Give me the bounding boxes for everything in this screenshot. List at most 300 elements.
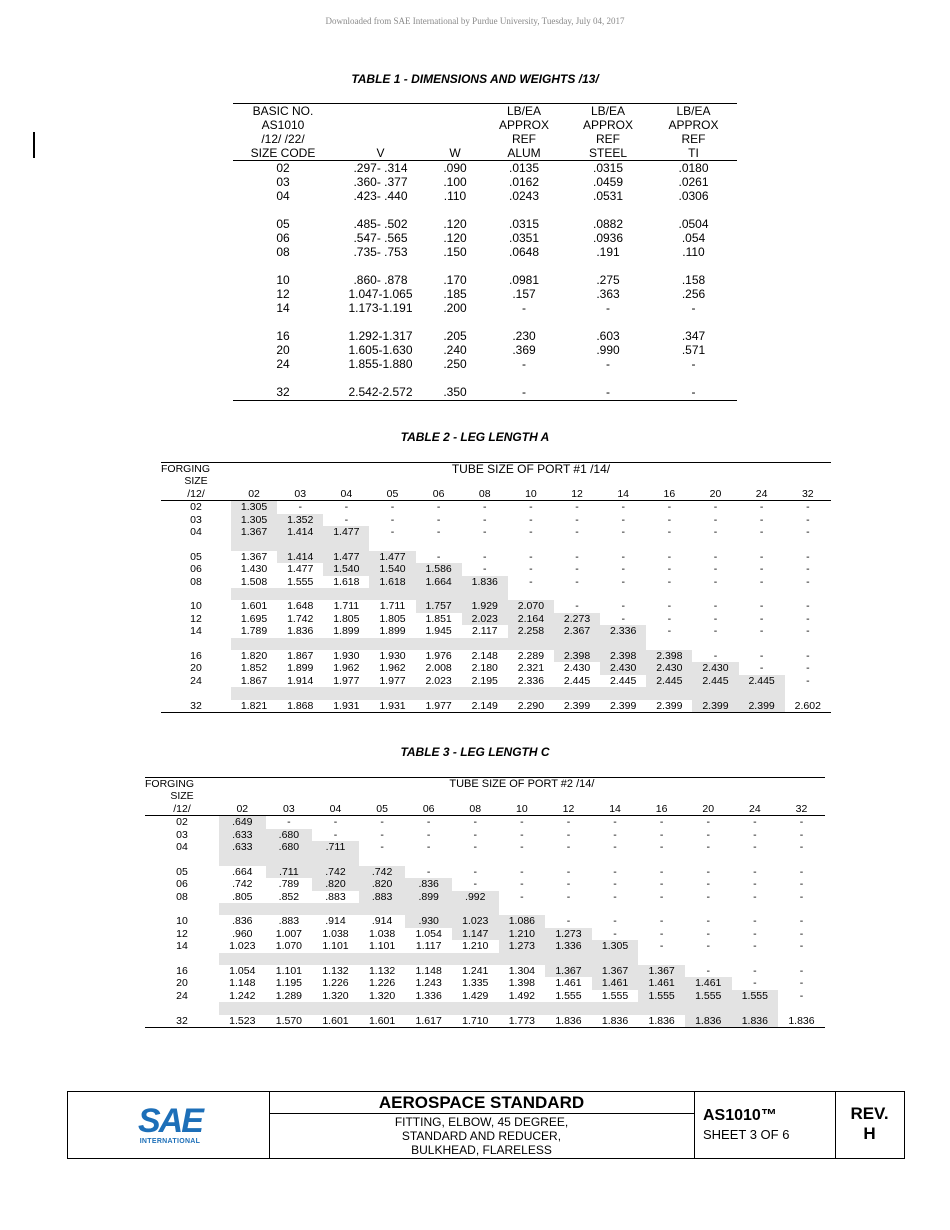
spacer-cell	[462, 588, 508, 600]
spacer-cell	[428, 315, 482, 329]
table-cell: -	[806, 550, 810, 563]
table-cell: 1.931	[369, 700, 415, 713]
table-row	[233, 329, 737, 343]
spacer-row	[145, 953, 825, 965]
spacer-cell	[638, 1002, 685, 1014]
spacer-cell	[323, 687, 369, 699]
spacer-cell	[554, 638, 600, 650]
spacer-cell	[369, 588, 415, 600]
spacer-row	[145, 903, 825, 915]
spacer-cell	[692, 638, 738, 650]
table-cell: -	[759, 662, 764, 675]
revision-margin-bar	[33, 132, 35, 158]
table-cell: .369	[512, 343, 536, 357]
table-cell: .805	[232, 890, 253, 903]
table-cell: 1.336	[415, 989, 442, 1002]
table-cell: 1.977	[416, 700, 462, 713]
table-cell: 1.570	[266, 1015, 313, 1028]
table-cell: -	[667, 612, 672, 625]
table-cell: -	[436, 501, 441, 514]
logo-cell	[68, 1092, 270, 1158]
table-cell: -	[483, 526, 487, 539]
table-cell: 2.445	[692, 675, 738, 687]
table2-header-row	[161, 475, 831, 487]
table-cell: .110	[682, 245, 705, 259]
table-cell: -	[613, 915, 617, 928]
table-cell: -	[483, 563, 487, 576]
tube-size-title: TUBE SIZE OF PORT #2 /14/	[449, 778, 595, 790]
table-cell: .170	[443, 273, 467, 287]
table-cell: -	[759, 550, 764, 563]
spacer-cell	[508, 538, 554, 550]
table-cell: 1.821	[231, 700, 277, 713]
spacer-cell	[499, 853, 546, 865]
spacer-cell	[545, 903, 592, 915]
table2	[161, 463, 831, 713]
table-cell: 1.101	[275, 965, 303, 978]
table2-header-row	[161, 463, 831, 475]
table-cell: -	[706, 890, 710, 903]
table-cell: -	[806, 575, 810, 588]
spacer-cell	[692, 588, 738, 600]
description-line: BULKHEAD, FLARELESS	[411, 1143, 552, 1157]
spacer-cell	[554, 588, 600, 600]
table-cell: .571	[681, 343, 706, 357]
table-cell: .742	[312, 866, 359, 878]
column-header: 02	[219, 803, 266, 816]
table-cell: 1.147	[452, 928, 499, 940]
sae-logo-text: SAE	[138, 1102, 202, 1140]
column-header: 04	[323, 488, 369, 501]
table-cell: 1.292-1.317	[348, 329, 413, 343]
table-cell: 1.226	[322, 977, 349, 990]
table-cell: 1.336	[545, 940, 592, 952]
table-cell: -	[529, 575, 533, 588]
table-cell: .0882	[592, 217, 624, 231]
row-header: 03	[190, 513, 202, 526]
table-cell: 2.542-2.572	[333, 385, 428, 401]
table-cell: 1.555	[685, 990, 732, 1002]
table-cell: -	[799, 816, 804, 829]
table-cell: 2.398	[600, 650, 646, 662]
table1-spacer-row	[233, 371, 737, 385]
spacer-cell	[405, 953, 452, 965]
table-cell: .820	[359, 878, 406, 890]
row-header: 24	[190, 674, 202, 687]
table-cell: -	[759, 501, 764, 514]
table-cell: -	[529, 563, 533, 576]
table-cell: 2.399	[600, 700, 646, 713]
table-cell: -	[659, 890, 664, 903]
table-cell: .992	[452, 891, 499, 903]
table-cell: 1.461	[555, 977, 582, 990]
row-header: 16	[190, 650, 202, 663]
table-cell: 1.492	[508, 989, 535, 1002]
spacer-row	[145, 1002, 825, 1014]
table-row	[233, 385, 737, 401]
spacer-cell	[231, 538, 277, 550]
column-header: 24	[732, 803, 779, 816]
row-header: 08	[190, 575, 202, 588]
table-cell: 2.148	[471, 650, 498, 663]
row-header: 24	[176, 989, 188, 1002]
spacer-cell	[739, 687, 785, 699]
table-cell: .960	[232, 927, 253, 940]
tube-size-title: TUBE SIZE OF PORT #1 /14/	[451, 462, 611, 476]
table-row	[233, 231, 737, 245]
column-header: 24	[739, 488, 785, 501]
table-cell: -	[753, 828, 757, 841]
table-cell: -	[473, 828, 478, 841]
row-header: 05	[190, 550, 202, 563]
table-cell: -	[667, 575, 672, 588]
table-cell: -	[426, 865, 431, 878]
table-cell: -	[380, 816, 384, 829]
table-cell: 20	[276, 343, 290, 357]
table-cell: -	[522, 301, 526, 315]
table-cell: -	[799, 989, 804, 1002]
table-cell: -	[575, 501, 579, 514]
table-cell: -	[659, 878, 664, 891]
table1-spacer-row	[233, 315, 737, 329]
column-header: 08	[462, 488, 508, 501]
table1	[233, 104, 737, 401]
table-cell: 1.962	[379, 662, 406, 675]
column-header: 20	[685, 803, 732, 816]
table-cell: .680	[266, 841, 313, 853]
spacer-cell	[592, 1002, 639, 1014]
table-cell: -	[566, 890, 571, 903]
table-cell: -	[390, 501, 395, 514]
table-row	[145, 928, 825, 940]
spacer-cell	[739, 638, 785, 650]
table-cell: -	[473, 816, 478, 829]
table-cell: 10	[276, 273, 290, 287]
table-cell: 1.173-1.191	[348, 301, 413, 315]
spacer-row	[161, 687, 831, 699]
table-cell: 1.805	[333, 612, 360, 625]
spacer-cell	[778, 953, 825, 965]
spacer-cell	[161, 687, 231, 699]
spacer-cell	[462, 687, 508, 699]
title-block	[67, 1091, 905, 1159]
table-row	[161, 501, 831, 514]
table-cell: -	[621, 600, 625, 613]
table-cell: -	[613, 816, 617, 829]
table-cell: 1.540	[369, 563, 415, 575]
spacer-cell	[650, 315, 737, 329]
table-cell: 1.054	[229, 965, 256, 978]
spacer-cell	[685, 853, 732, 865]
table-cell: -	[753, 865, 757, 878]
row-header: 12	[176, 927, 188, 940]
table-cell: -	[575, 526, 579, 539]
row-header: 04	[190, 526, 202, 539]
table-cell: -	[566, 878, 571, 891]
spacer-cell	[161, 538, 231, 550]
table-cell: -	[667, 563, 672, 576]
table-cell: -	[390, 513, 395, 526]
spacer-cell	[508, 588, 554, 600]
row-header: 20	[190, 662, 202, 675]
table-cell: -	[706, 841, 710, 854]
spacer-cell	[359, 903, 406, 915]
spacer-cell	[233, 371, 333, 385]
spacer-cell	[369, 538, 415, 550]
column-header: 08	[452, 803, 499, 816]
table-cell: -	[520, 828, 524, 841]
forging-size-header: SIZE	[184, 475, 208, 488]
table-cell: -	[483, 501, 487, 514]
spacer-cell	[405, 1002, 452, 1014]
table1-header-cell: AS1010	[261, 118, 305, 132]
table-cell: -	[529, 501, 533, 514]
table1-header-cell: BASIC NO.	[252, 104, 314, 118]
table-cell: -	[753, 841, 757, 854]
table-cell: -	[520, 865, 524, 878]
table1-header-cell	[428, 104, 482, 118]
table-cell: 1.836	[685, 1015, 732, 1028]
spacer-cell	[219, 790, 825, 802]
column-header: 04	[312, 803, 359, 816]
table-cell: .836	[405, 878, 452, 890]
table-cell: 2.273	[554, 613, 600, 625]
part-description	[269, 1114, 694, 1157]
spacer-cell	[312, 953, 359, 965]
spacer-cell	[266, 1002, 313, 1014]
row-header: 12	[190, 612, 202, 625]
table-cell: 2.023	[425, 674, 452, 687]
table-cell: 1.789	[240, 625, 268, 638]
row-header: 06	[176, 878, 188, 891]
table-cell: -	[613, 927, 617, 940]
table1-header-cell: SIZE CODE	[233, 146, 333, 161]
table-cell: -	[566, 828, 571, 841]
table-cell: -	[759, 625, 764, 638]
table1-header-cell: LB/EA	[506, 104, 542, 118]
spacer-cell	[499, 953, 546, 965]
spacer-cell	[778, 853, 825, 865]
spacer-cell	[416, 687, 462, 699]
table-cell: 1.429	[462, 989, 489, 1002]
table-cell: 1.477	[323, 526, 369, 538]
table-cell: 1.695	[240, 612, 268, 625]
table-cell: .185	[443, 287, 467, 301]
table3	[145, 778, 825, 1028]
spacer-cell	[785, 638, 831, 650]
table-cell: 08	[276, 245, 290, 259]
table-cell: -	[520, 878, 524, 891]
table-cell: 1.805	[379, 612, 406, 625]
table1-header-cell	[428, 118, 482, 132]
spacer-cell	[452, 1002, 499, 1014]
table-cell: 1.648	[287, 600, 314, 613]
table-cell: .820	[312, 878, 359, 890]
table-cell: -	[287, 816, 291, 829]
spacer-cell	[416, 588, 462, 600]
table-cell: 1.899	[379, 625, 406, 638]
spacer-cell	[600, 588, 646, 600]
table-cell: 1.555	[601, 989, 629, 1002]
table-cell: .680	[266, 829, 313, 841]
table1-header-row	[233, 104, 737, 118]
table-cell: .0135	[508, 161, 540, 175]
table-cell: -	[667, 501, 672, 514]
table-cell: 06	[276, 231, 290, 245]
table-cell: .883	[325, 890, 346, 903]
table-cell: .200	[443, 301, 467, 315]
table-cell: -	[380, 841, 384, 854]
table-cell: .0531	[592, 189, 624, 203]
forging-size-header: /12/	[145, 803, 219, 816]
spacer-cell	[333, 315, 428, 329]
sae-logo-subtext: INTERNATIONAL	[139, 1138, 201, 1145]
table-cell: 1.305	[231, 514, 277, 526]
table-cell: -	[436, 526, 441, 539]
table-cell: 2.023	[462, 613, 508, 625]
table-row	[233, 161, 737, 176]
table-cell: -	[659, 927, 664, 940]
table-cell: 2.289	[517, 650, 545, 663]
table-cell: .0243	[508, 189, 540, 203]
table1-header-cell: STEEL	[566, 146, 650, 161]
spacer-cell	[692, 687, 738, 699]
table-cell: -	[575, 575, 579, 588]
table-cell: .742	[232, 878, 253, 891]
table-cell: -	[621, 513, 625, 526]
table-cell: -	[344, 513, 349, 526]
spacer-cell	[499, 903, 546, 915]
table-cell: -	[659, 865, 664, 878]
spacer-cell	[428, 203, 482, 217]
spacer-cell	[405, 903, 452, 915]
table-cell: 1.540	[323, 563, 369, 575]
table-cell: -	[436, 513, 441, 526]
spacer-cell	[462, 638, 508, 650]
row-header: 14	[190, 625, 202, 638]
table-cell: 1.367	[592, 965, 639, 977]
spacer-cell	[452, 903, 499, 915]
table-cell: 1.320	[322, 989, 349, 1002]
table-cell: 2.445	[646, 675, 692, 687]
table-cell: -	[799, 915, 804, 928]
table-cell: 1.335	[462, 977, 489, 990]
table1-header-cell	[428, 132, 482, 146]
spacer-cell	[428, 259, 482, 273]
row-header: 14	[176, 940, 188, 953]
table-cell: 1.132	[368, 965, 396, 978]
table-cell: .423- .440	[353, 189, 408, 203]
table-cell: 1.414	[277, 551, 323, 563]
table-cell: 14	[276, 301, 290, 315]
table-cell: .633	[219, 841, 266, 853]
table-cell: 2.399	[554, 700, 600, 713]
table-cell: -	[344, 501, 349, 514]
spacer-row	[145, 853, 825, 865]
table-cell: -	[606, 357, 610, 371]
table-cell: -	[706, 915, 710, 928]
table3-grid	[145, 778, 825, 1028]
table1-header-cell: TI	[650, 146, 737, 161]
row-header: 16	[176, 965, 188, 978]
spacer-cell	[554, 687, 600, 699]
table-cell: .256	[681, 287, 706, 301]
forging-size-header: /12/	[161, 488, 231, 501]
table1-spacer-row	[233, 259, 737, 273]
table-cell: -	[426, 828, 431, 841]
table-cell: .191	[596, 245, 620, 259]
table-cell: -	[806, 526, 810, 539]
table-cell: .852	[278, 890, 300, 903]
table1-header-cell: REF	[512, 132, 536, 146]
table-cell: 1.243	[415, 977, 442, 990]
spacer-cell	[231, 475, 831, 487]
table-cell: -	[713, 575, 718, 588]
table1-spacer-row	[233, 203, 737, 217]
rev-label: REV.	[850, 1104, 889, 1123]
table-row	[233, 357, 737, 371]
table-cell: -	[621, 501, 625, 514]
table-cell: -	[520, 816, 524, 829]
table-cell: -	[753, 915, 757, 928]
table-cell: -	[806, 625, 810, 638]
rev-value: H	[863, 1124, 876, 1143]
column-header: 20	[692, 488, 738, 501]
table-cell: 2.445	[739, 675, 785, 687]
spacer-cell	[554, 538, 600, 550]
table3-header-row	[145, 803, 825, 816]
table1-header-cell: LB/EA	[590, 104, 626, 118]
spacer-cell	[566, 371, 650, 385]
table-row	[145, 915, 825, 927]
table-cell: 1.852	[240, 662, 268, 675]
table-cell: .603	[596, 329, 620, 343]
table-cell: -	[659, 940, 664, 953]
spacer-cell	[266, 903, 313, 915]
table-cell: -	[706, 828, 710, 841]
table1-header-cell: ALUM	[482, 146, 566, 161]
spacer-cell	[462, 538, 508, 550]
table-cell: -	[753, 890, 757, 903]
spacer-cell	[266, 953, 313, 965]
column-header: 16	[646, 488, 692, 501]
table-cell: .899	[405, 891, 452, 903]
row-header: 02	[176, 816, 188, 829]
table-cell: 1.555	[732, 990, 779, 1002]
table-cell: 1.461	[638, 977, 685, 989]
table-cell: -	[613, 865, 617, 878]
table-cell: 2.180	[471, 662, 498, 675]
column-header: 06	[416, 488, 462, 501]
table-cell: 1.023	[229, 940, 256, 953]
table-cell: -	[426, 816, 431, 829]
table-cell: -	[706, 940, 710, 953]
spacer-cell	[231, 588, 277, 600]
table-cell: -	[759, 575, 764, 588]
table-cell: -	[380, 828, 384, 841]
table-row	[145, 990, 825, 1002]
spacer-cell	[416, 538, 462, 550]
spacer-cell	[161, 638, 231, 650]
table1-header-row	[233, 118, 737, 132]
spacer-cell	[592, 903, 639, 915]
table-cell: -	[436, 550, 441, 563]
table-cell: -	[483, 550, 487, 563]
table-row	[233, 245, 737, 259]
spacer-cell	[233, 315, 333, 329]
table-cell: -	[621, 550, 625, 563]
table-cell: 1.430	[240, 563, 268, 576]
